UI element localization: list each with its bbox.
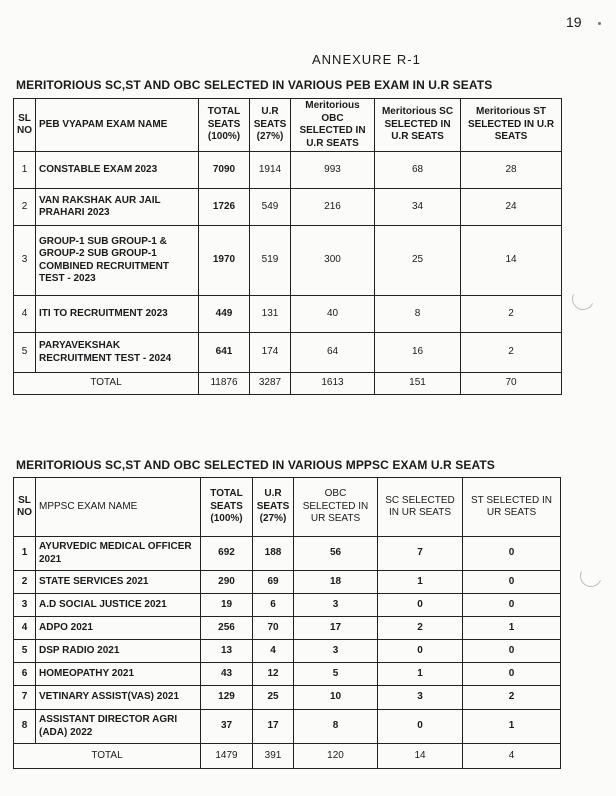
cell-st: 1 <box>463 710 561 744</box>
table-row <box>14 152 562 189</box>
cell-total-seats: 1970 <box>199 226 250 296</box>
cell-ur-seats: 12 <box>253 663 294 686</box>
cell-sl: 2 <box>14 571 36 594</box>
annexure-title: ANNEXURE R-1 <box>312 52 421 67</box>
mppsc-exam-table <box>13 477 561 769</box>
cell-total-label: TOTAL <box>14 373 199 395</box>
cell-obc: 5 <box>294 663 378 686</box>
cell-exam-name: ITI TO RECRUITMENT 2023 <box>36 296 199 333</box>
cell-total-seats: 13 <box>201 640 253 663</box>
cell-exam-name: CONSTABLE EXAM 2023 <box>36 152 199 189</box>
cell-sc: 1 <box>378 571 463 594</box>
cell-sc: 25 <box>375 226 461 296</box>
table-row <box>14 571 561 594</box>
col-header-sl: SL NO <box>14 99 36 152</box>
table-row <box>14 333 562 373</box>
table-row <box>14 594 561 617</box>
cell-st: 14 <box>461 226 562 296</box>
col-header-sc: SC SELECTED IN UR SEATS <box>378 478 463 537</box>
cell-obc: 56 <box>294 537 378 571</box>
cell-obc: 10 <box>294 686 378 710</box>
cell-exam-name: VAN RAKSHAK AUR JAIL PRAHARI 2023 <box>36 189 199 226</box>
cell-total-seats: 692 <box>201 537 253 571</box>
col-header-exam-name: PEB VYAPAM EXAM NAME <box>36 99 199 152</box>
cell-total-seats: 37 <box>201 710 253 744</box>
col-header-sl: SL NO <box>14 478 36 537</box>
cell-sl: 3 <box>14 594 36 617</box>
peb-section-heading: MERITORIOUS SC,ST AND OBC SELECTED IN VARIOUS PEB EXAM IN U.R SEATS <box>16 78 493 92</box>
cell-total-seats: 1726 <box>199 189 250 226</box>
col-header-exam-name: MPPSC EXAM NAME <box>36 478 201 537</box>
cell-sl: 2 <box>14 189 36 226</box>
cell-sc: 7 <box>378 537 463 571</box>
table-row <box>14 663 561 686</box>
col-header-sc: Meritorious SC SELECTED IN U.R SEATS <box>375 99 461 152</box>
cell-st: 0 <box>463 640 561 663</box>
cell-st: 0 <box>463 537 561 571</box>
cell-total-seats: 7090 <box>199 152 250 189</box>
cell-sc: 3 <box>378 686 463 710</box>
cell-st: 4 <box>463 744 561 769</box>
cell-exam-name: ASSISTANT DIRECTOR AGRI (ADA) 2022 <box>36 710 201 744</box>
table-row <box>14 640 561 663</box>
cell-st: 0 <box>463 571 561 594</box>
cell-total-seats: 43 <box>201 663 253 686</box>
cell-total-label: TOTAL <box>14 744 201 769</box>
cell-obc: 3 <box>294 594 378 617</box>
peb-exam-table <box>13 98 562 395</box>
cell-ur-seats: 174 <box>250 333 291 373</box>
cell-ur-seats: 69 <box>253 571 294 594</box>
cell-st: 24 <box>461 189 562 226</box>
cell-sc: 34 <box>375 189 461 226</box>
cell-obc: 993 <box>291 152 375 189</box>
cell-st: 0 <box>463 663 561 686</box>
col-header-total-seats: TOTAL SEATS (100%) <box>199 99 250 152</box>
col-header-total-seats: TOTAL SEATS (100%) <box>201 478 253 537</box>
cell-total-seats: 449 <box>199 296 250 333</box>
punch-hole-mark <box>577 562 605 590</box>
cell-exam-name: AYURVEDIC MEDICAL OFFICER 2021 <box>36 537 201 571</box>
cell-exam-name: ADPO 2021 <box>36 617 201 640</box>
cell-sl: 4 <box>14 617 36 640</box>
cell-st: 0 <box>463 594 561 617</box>
cell-exam-name: STATE SERVICES 2021 <box>36 571 201 594</box>
cell-obc: 216 <box>291 189 375 226</box>
table-row <box>14 296 562 333</box>
cell-sl: 8 <box>14 710 36 744</box>
col-header-ur-seats: U.R SEATS (27%) <box>250 99 291 152</box>
cell-ur-seats: 391 <box>253 744 294 769</box>
cell-sl: 1 <box>14 152 36 189</box>
cell-sc: 0 <box>378 640 463 663</box>
cell-sc: 8 <box>375 296 461 333</box>
cell-sl: 4 <box>14 296 36 333</box>
cell-obc: 17 <box>294 617 378 640</box>
col-header-st: Meritorious ST SELECTED IN U.R SEATS <box>461 99 562 152</box>
col-header-obc: OBC SELECTED IN UR SEATS <box>294 478 378 537</box>
cell-exam-name: HOMEOPATHY 2021 <box>36 663 201 686</box>
cell-sl: 6 <box>14 663 36 686</box>
cell-total-seats: 256 <box>201 617 253 640</box>
cell-total-seats: 290 <box>201 571 253 594</box>
cell-ur-seats: 25 <box>253 686 294 710</box>
cell-obc: 300 <box>291 226 375 296</box>
cell-obc: 64 <box>291 333 375 373</box>
cell-exam-name: PARYAVEKSHAK RECRUITMENT TEST - 2024 <box>36 333 199 373</box>
table-total-row <box>14 744 561 769</box>
margin-mark <box>598 22 601 25</box>
cell-sl: 7 <box>14 686 36 710</box>
table-header-row <box>14 478 561 537</box>
cell-st: 1 <box>463 617 561 640</box>
col-header-st: ST SELECTED IN UR SEATS <box>463 478 561 537</box>
cell-ur-seats: 549 <box>250 189 291 226</box>
mppsc-section-heading: MERITORIOUS SC,ST AND OBC SELECTED IN VARIOUS MPPSC EXAM U.R SEATS <box>16 458 495 472</box>
table-total-row <box>14 373 562 395</box>
cell-sl: 3 <box>14 226 36 296</box>
table-row <box>14 537 561 571</box>
page-number: 19 <box>566 14 582 30</box>
table-row <box>14 226 562 296</box>
table-row <box>14 686 561 710</box>
cell-obc: 120 <box>294 744 378 769</box>
cell-total-seats: 19 <box>201 594 253 617</box>
cell-sc: 1 <box>378 663 463 686</box>
cell-sc: 16 <box>375 333 461 373</box>
cell-ur-seats: 17 <box>253 710 294 744</box>
cell-ur-seats: 188 <box>253 537 294 571</box>
cell-ur-seats: 1914 <box>250 152 291 189</box>
cell-obc: 8 <box>294 710 378 744</box>
cell-total-seats: 1479 <box>201 744 253 769</box>
cell-ur-seats: 519 <box>250 226 291 296</box>
cell-sl: 5 <box>14 640 36 663</box>
table-header-row <box>14 99 562 152</box>
col-header-obc: Meritorious OBC SELECTED IN U.R SEATS <box>291 99 375 152</box>
cell-ur-seats: 6 <box>253 594 294 617</box>
cell-st: 2 <box>461 333 562 373</box>
cell-ur-seats: 70 <box>253 617 294 640</box>
cell-obc: 3 <box>294 640 378 663</box>
cell-exam-name: VETINARY ASSIST(VAS) 2021 <box>36 686 201 710</box>
cell-sl: 1 <box>14 537 36 571</box>
cell-exam-name: A.D SOCIAL JUSTICE 2021 <box>36 594 201 617</box>
punch-hole-mark <box>569 285 597 313</box>
cell-ur-seats: 131 <box>250 296 291 333</box>
table-row <box>14 617 561 640</box>
cell-sc: 2 <box>378 617 463 640</box>
cell-total-seats: 11876 <box>199 373 250 395</box>
cell-sl: 5 <box>14 333 36 373</box>
cell-obc: 18 <box>294 571 378 594</box>
cell-exam-name: DSP RADIO 2021 <box>36 640 201 663</box>
cell-ur-seats: 3287 <box>250 373 291 395</box>
cell-ur-seats: 4 <box>253 640 294 663</box>
cell-st: 70 <box>461 373 562 395</box>
cell-st: 2 <box>463 686 561 710</box>
col-header-ur-seats: U.R SEATS (27%) <box>253 478 294 537</box>
cell-sc: 151 <box>375 373 461 395</box>
cell-sc: 14 <box>378 744 463 769</box>
cell-st: 2 <box>461 296 562 333</box>
cell-st: 28 <box>461 152 562 189</box>
cell-total-seats: 129 <box>201 686 253 710</box>
table-row <box>14 189 562 226</box>
cell-sc: 68 <box>375 152 461 189</box>
cell-obc: 1613 <box>291 373 375 395</box>
cell-sc: 0 <box>378 710 463 744</box>
cell-obc: 40 <box>291 296 375 333</box>
cell-sc: 0 <box>378 594 463 617</box>
table-row <box>14 710 561 744</box>
cell-total-seats: 641 <box>199 333 250 373</box>
cell-exam-name: GROUP-1 SUB GROUP-1 & GROUP-2 SUB GROUP-1 COMBINED RECRUITMENT TEST - 2023 <box>36 226 199 296</box>
